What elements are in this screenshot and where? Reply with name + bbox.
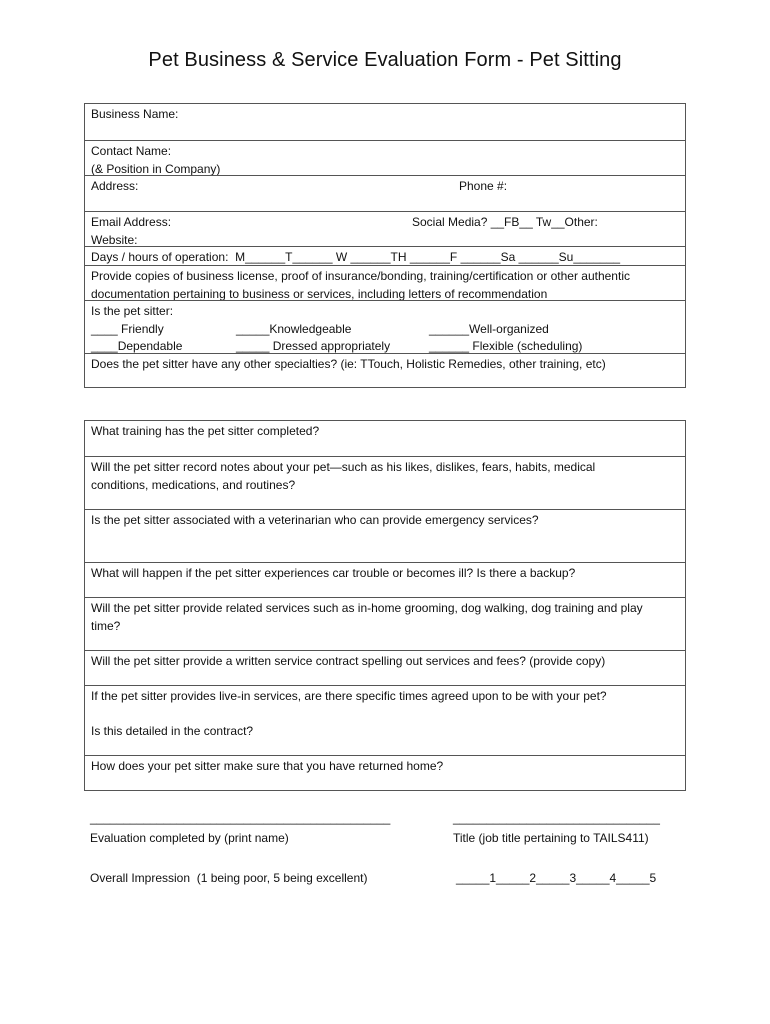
contract-question: Will the pet sitter provide a written service contract spelling out services and fees? (provide copy) <box>91 654 606 668</box>
vet-row[interactable] <box>85 509 685 562</box>
address-label: Address: <box>91 179 139 193</box>
return-home-row[interactable] <box>85 755 685 790</box>
qualities-label: Is the pet sitter: <box>91 304 174 318</box>
related-services-row[interactable] <box>85 597 685 650</box>
specialties-row[interactable] <box>85 353 685 387</box>
website-label: Website: <box>91 232 138 247</box>
documents-row <box>85 265 685 300</box>
specialties-question: Does the pet sitter have any other specialties? (ie: TTouch, Holistic Remedies, other training, etc) <box>91 357 606 371</box>
phone-label: Phone #: <box>459 179 508 193</box>
dependable-blank[interactable]: ____Dependable <box>91 339 183 353</box>
contract-row[interactable] <box>85 650 685 685</box>
business-name-label: Business Name: <box>91 107 179 121</box>
contact-name-label: Contact Name: <box>91 144 172 158</box>
related-services-question-1: Will the pet sitter provide related services such as in-home grooming, dog walking, dog training and play <box>91 601 643 615</box>
social-media-label: Social Media? __FB__ Tw__Other: <box>412 215 598 229</box>
position-label: (& Position in Company) <box>91 161 221 176</box>
contact-name-row[interactable] <box>85 140 685 175</box>
knowledgeable-blank[interactable]: _____Knowledgeable <box>236 321 352 336</box>
flexible-blank[interactable]: ______ Flexible (scheduling) <box>429 339 583 353</box>
contract-detail-question: Is this detailed in the contract? <box>91 724 254 738</box>
return-home-question: How does your pet sitter make sure that you have returned home? <box>91 759 444 773</box>
related-services-question-2: time? <box>91 618 121 633</box>
documents-text-2: documentation pertaining to business or services, including letters of recommendation <box>91 286 548 301</box>
rating-scale[interactable]: _____1_____2_____3_____4_____5 <box>456 871 657 885</box>
backup-row[interactable] <box>85 562 685 597</box>
training-questions-table <box>84 420 686 791</box>
live-in-question: If the pet sitter provides live-in services, are there specific times agreed upon to be with your pet? <box>91 689 607 703</box>
business-name-row[interactable] <box>85 104 685 140</box>
page-title: Pet Business & Service Evaluation Form - Pet Sitting <box>148 49 622 71</box>
vet-question: Is the pet sitter associated with a veterinarian who can provide emergency services? <box>91 513 539 527</box>
job-title-label: Title (job title pertaining to TAILS411) <box>453 831 649 845</box>
business-info-table <box>84 103 686 388</box>
friendly-blank[interactable]: ____ Friendly <box>91 321 164 336</box>
dressed-blank[interactable]: _____ Dressed appropriately <box>236 339 391 353</box>
documents-text-1: Provide copies of business license, proof of insurance/bonding, training/certification or other authentic <box>91 269 630 283</box>
overall-impression-label: Overall Impression (1 being poor, 5 being excellent) <box>90 871 368 885</box>
qualities-row <box>85 300 685 353</box>
training-row[interactable] <box>85 421 685 456</box>
name-signature-line[interactable]: _____________________________________________ <box>90 811 391 825</box>
email-label: Email Address: <box>91 215 172 229</box>
completed-by-label: Evaluation completed by (print name) <box>90 831 289 845</box>
training-question: What training has the pet sitter completed? <box>91 424 320 438</box>
email-row[interactable] <box>85 211 685 246</box>
hours-row[interactable] <box>85 246 685 265</box>
backup-question: What will happen if the pet sitter experiences car trouble or becomes ill? Is there a backup? <box>91 566 576 580</box>
well-organized-blank[interactable]: ______Well-organized <box>429 321 549 336</box>
hours-label: Days / hours of operation: M______T______ W ______TH ______F ______Sa ______Su_______ <box>91 250 621 264</box>
notes-row[interactable] <box>85 456 685 509</box>
notes-question-1: Will the pet sitter record notes about your pet—such as his likes, dislikes, fears, habits, medical <box>91 460 596 474</box>
address-row[interactable] <box>85 175 685 211</box>
live-in-row[interactable] <box>85 685 685 755</box>
notes-question-2: conditions, medications, and routines? <box>91 477 296 492</box>
title-signature-line[interactable]: _______________________________ <box>453 811 660 825</box>
